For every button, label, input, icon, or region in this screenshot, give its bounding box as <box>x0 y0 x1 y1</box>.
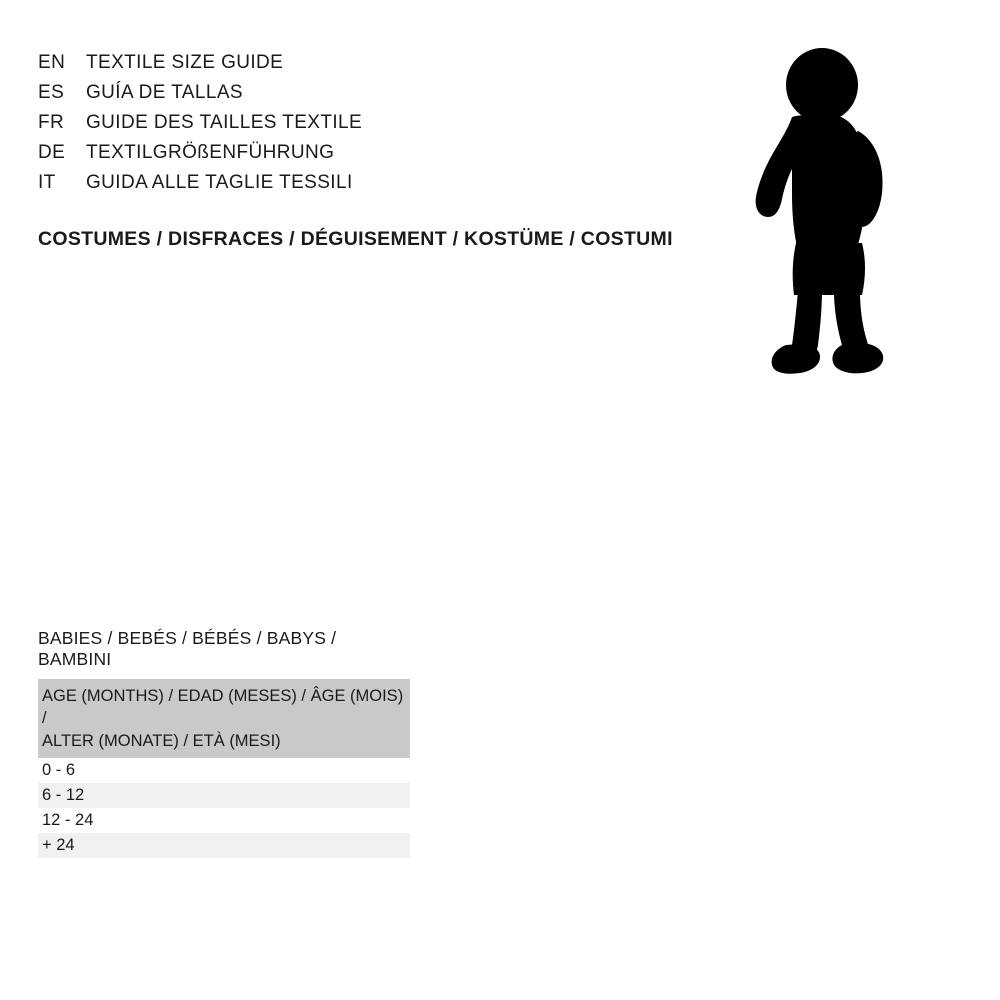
language-code-it: IT <box>38 172 56 193</box>
language-list <box>38 52 362 202</box>
language-text-fr: GUIDE DES TAILLES TEXTILE <box>86 112 363 133</box>
size-table-head <box>38 679 410 758</box>
age-column-header-line2: ALTER (MONATE) / ETÀ (MESI) <box>42 731 281 750</box>
language-code-de: DE <box>38 142 66 163</box>
language-row-it <box>38 172 362 202</box>
language-code-es: ES <box>38 82 65 103</box>
language-text-it: GUIDA ALLE TAGLIE TESSILI <box>86 172 353 193</box>
age-range-cell: 0 - 6 <box>38 758 410 783</box>
language-code-en: EN <box>38 52 66 73</box>
toddler-silhouette-icon <box>730 45 910 375</box>
age-column-header-line1: AGE (MONTHS) / EDAD (MESES) / ÂGE (MOIS) / <box>42 687 404 728</box>
language-text-es: GUÍA DE TALLAS <box>86 82 243 103</box>
language-row-es <box>38 82 362 112</box>
language-text-en: TEXTILE SIZE GUIDE <box>86 52 284 73</box>
language-code-fr: FR <box>38 112 65 133</box>
costumes-heading: COSTUMES / DISFRACES / DÉGUISEMENT / KOSTÜME / COSTUMI <box>38 228 673 250</box>
size-table-header-row <box>38 679 410 758</box>
language-row-en <box>38 52 362 82</box>
babies-size-table-block <box>38 628 410 858</box>
language-text-de: TEXTILGRÖßENFÜHRUNG <box>86 142 335 163</box>
size-table <box>38 679 410 858</box>
table-row <box>38 808 410 833</box>
table-row <box>38 783 410 808</box>
size-table-body <box>38 758 410 858</box>
age-range-cell: 6 - 12 <box>38 783 410 808</box>
age-range-cell: 12 - 24 <box>38 808 410 833</box>
age-range-cell: + 24 <box>38 833 410 858</box>
age-column-header <box>38 679 410 758</box>
table-row <box>38 833 410 858</box>
language-row-de <box>38 142 362 172</box>
language-row-fr <box>38 112 362 142</box>
table-row <box>38 758 410 783</box>
table-title: BABIES / BEBÉS / BÉBÉS / BABYS / BAMBINI <box>38 628 337 669</box>
